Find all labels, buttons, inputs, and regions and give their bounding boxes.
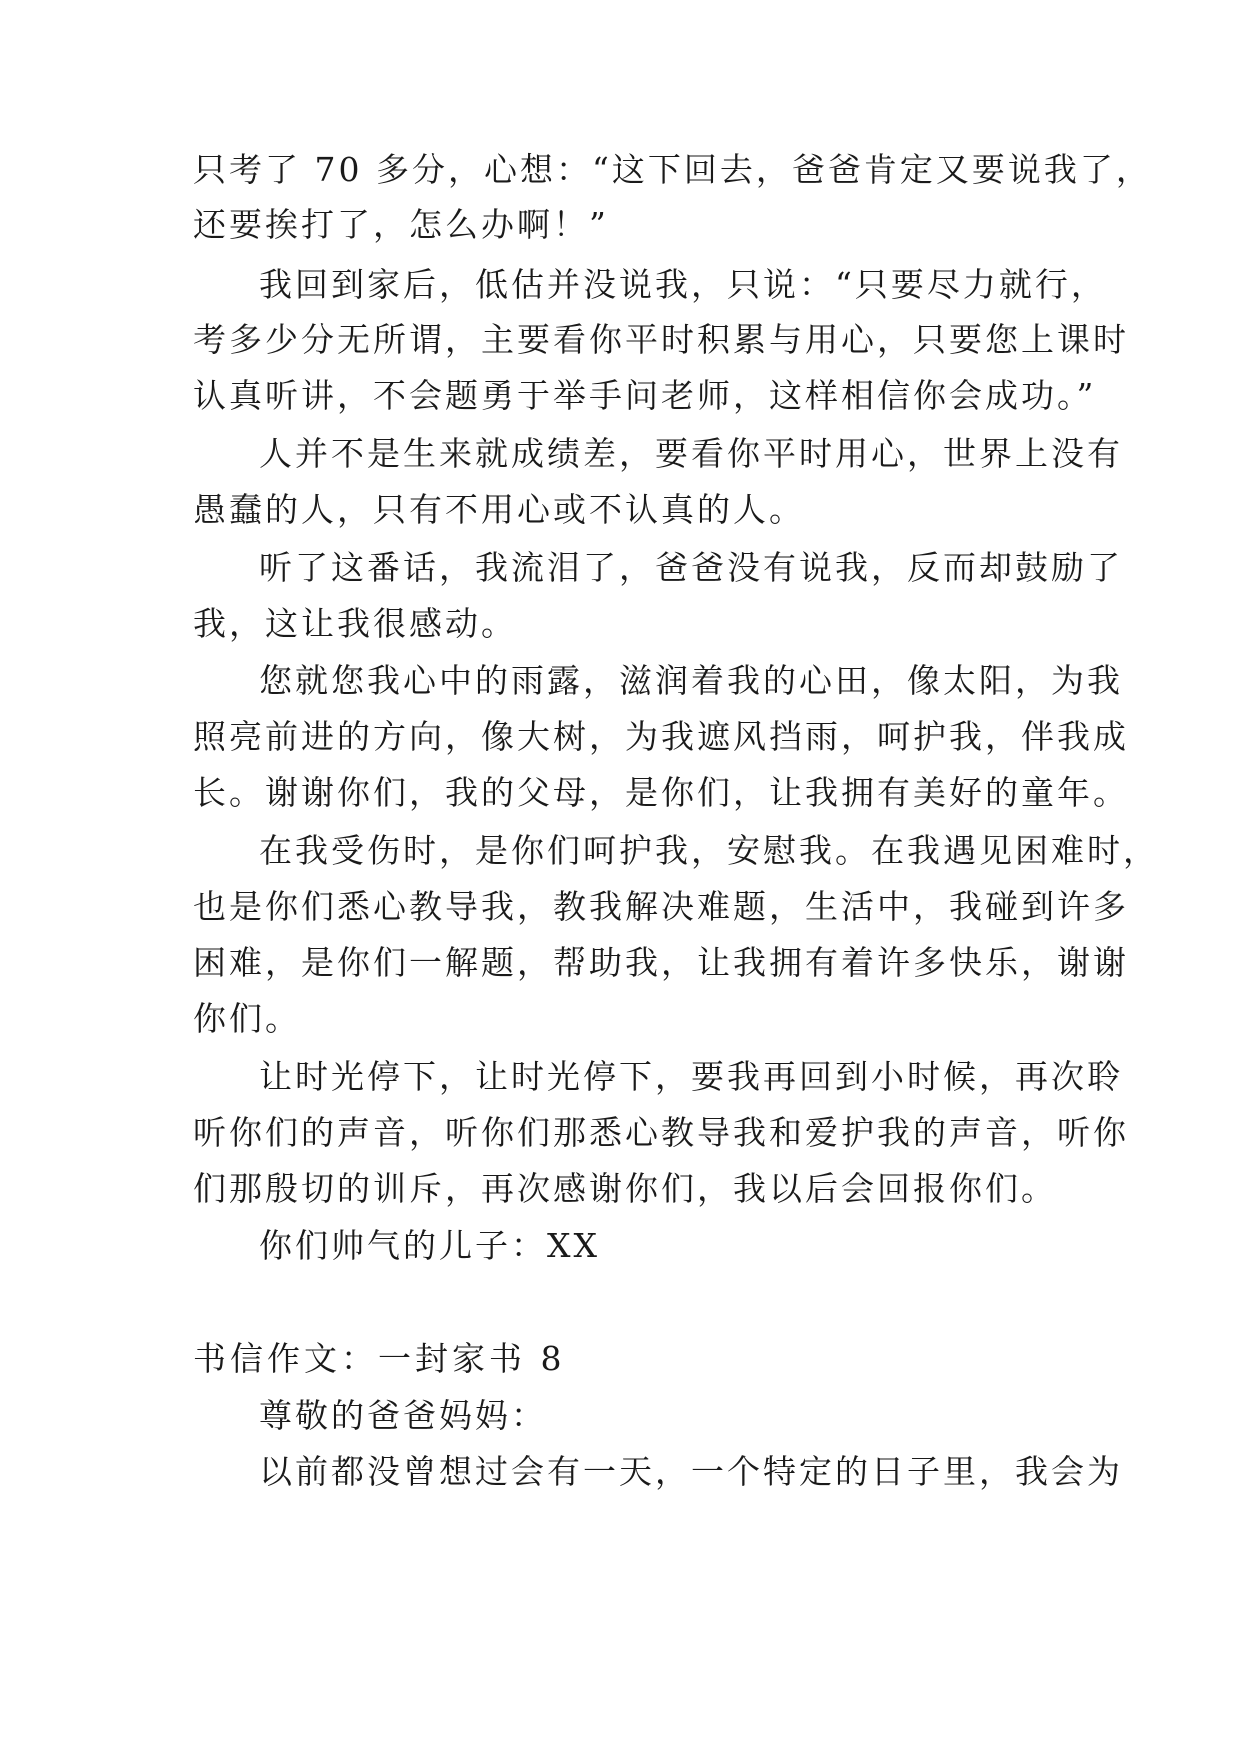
text-line: 听你们的声音，听你们那悉心教导我和爱护我的声音，听你 [193,1113,1129,1152]
text-line: 也是你们悉心教导我，教我解决难题，生活中，我碰到许多 [193,887,1129,926]
text-line: 照亮前进的方向，像大树，为我遮风挡雨，呵护我，伴我成 [193,717,1129,756]
text-line: 长。谢谢你们，我的父母，是你们，让我拥有美好的童年。 [193,773,1129,812]
text-line: 考多少分无所谓，主要看你平时积累与用心，只要您上课时 [193,320,1129,359]
text-line: 困难，是你们一解题，帮助我，让我拥有着许多快乐，谢谢 [193,943,1129,982]
salutation: 尊敬的爸爸妈妈： [259,1396,547,1435]
paragraph-start: 让时光停下，让时光停下，要我再回到小时候，再次聆 [259,1057,1123,1096]
section-title: 书信作文：一封家书 8 [193,1339,566,1378]
paragraph-start: 以前都没曾想过会有一天，一个特定的日子里，我会为 [259,1452,1123,1491]
paragraph-start: 人并不是生来就成绩差，要看你平时用心，世界上没有 [259,434,1123,473]
signature-line: 你们帅气的儿子：XX [259,1226,600,1265]
text-line: 你们。 [193,999,301,1038]
paragraph-start: 听了这番话，我流泪了，爸爸没有说我，反而却鼓励了 [259,548,1123,587]
paragraph-start: 您就您我心中的雨露，滋润着我的心田，像太阳，为我 [259,661,1123,700]
text-line: 我，这让我很感动。 [193,604,517,643]
text-line: 们那殷切的训斥，再次感谢你们，我以后会回报你们。 [193,1169,1057,1208]
paragraph-start: 我回到家后，低估并没说我，只说：“只要尽力就行， [259,265,1107,304]
text-line: 认真听讲，不会题勇于举手问老师，这样相信你会成功。” [193,376,1097,415]
text-line: 愚蠢的人，只有不用心或不认真的人。 [193,490,805,529]
paragraph-start: 在我受伤时，是你们呵护我，安慰我。在我遇见困难时， [259,831,1159,870]
text-line: 只考了 70 多分，心想：“这下回去，爸爸肯定又要说我了， [193,150,1152,189]
text-line: 还要挨打了，怎么办啊！” [193,205,609,244]
